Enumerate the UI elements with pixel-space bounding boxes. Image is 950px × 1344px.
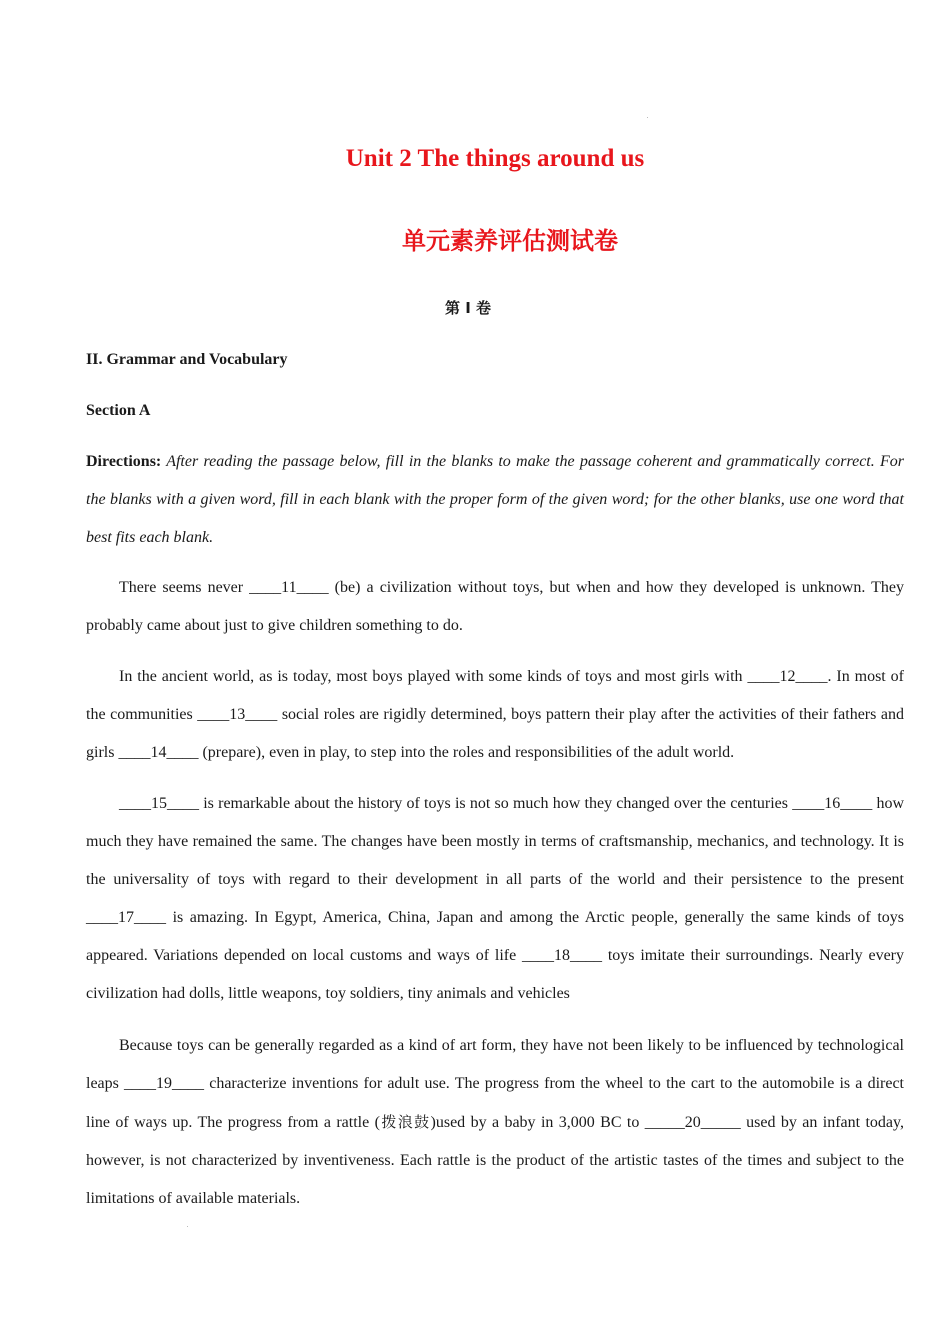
passage-paragraph-1 xyxy=(86,569,904,645)
passage-paragraph-3-text: ____15____ is remarkable about the history of toys is not so much how they changed over the centuries ____16____ how much they have remained the same. The changes have been mostly in terms of craftsmanship, mechanics, and technology. It is the universality of toys with regard to their development in all parts of the world and their persistence to the present ____17____ is amazing. In Egypt, America, China, Japan and among the Arctic people, generally the same kinds of toys appeared. Variations depended on local customs and ways of life ____18____ toys imitate their surroundings. Nearly every civilization had dolls, little weapons, toy soldiers, tiny animals and vehicles xyxy=(86,795,904,1002)
rattle-chinese-term: 拨浪鼓 xyxy=(379,1113,431,1131)
scan-artifact-dot xyxy=(647,117,648,118)
passage-paragraph-3 xyxy=(86,785,904,1013)
passage-paragraph-4 xyxy=(86,1027,904,1218)
grammar-vocabulary-heading: II. Grammar and Vocabulary xyxy=(86,351,288,368)
volume-label: 第 I 卷 xyxy=(444,299,492,317)
directions-text: After reading the passage below, fill in the blanks to make the passage coherent and grammatically correct. For the blanks with a given word, fill in each blank with the proper form of the given word; for the other blanks, use one word that best fits each blank. xyxy=(86,453,904,546)
unit-title: Unit 2 The things around us xyxy=(345,145,645,172)
scan-artifact-dot xyxy=(187,1226,188,1227)
passage-paragraph-4-text-b: )used by a baby in 3,000 BC to _____20_____ used by an infant today, however, is not characterized by inventiveness. Each rattle is the product of the artistic tastes of the times and subject to the limitations of available materials. xyxy=(86,1114,904,1207)
section-a-heading: Section A xyxy=(86,402,151,419)
test-title-chinese: 单元素养评估测试卷 xyxy=(402,227,618,255)
passage-paragraph-2-text: In the ancient world, as is today, most boys played with some kinds of toys and most girls with ____12____. In most of the communities ____13____ social roles are rigidly determined, boys pattern their play after the activities of their fathers and girls ____14____ (prepare), even in play, to step into the roles and responsibilities of the adult world. xyxy=(86,668,904,761)
passage-paragraph-4-text-a: Because toys can be generally regarded as a kind of art form, they have not been likely to be influenced by technological leaps ____19____ characterize inventions for adult use. The progress from the wheel to the cart to the automobile is a direct line of ways up. The progress from a rattle ( xyxy=(86,1037,904,1131)
directions-paragraph xyxy=(86,443,904,557)
directions-label: Directions: xyxy=(86,453,162,470)
passage-paragraph-2 xyxy=(86,658,904,772)
passage-paragraph-1-text: There seems never ____11____ (be) a civilization without toys, but when and how they developed is unknown. They probably came about just to give children something to do. xyxy=(86,579,904,634)
